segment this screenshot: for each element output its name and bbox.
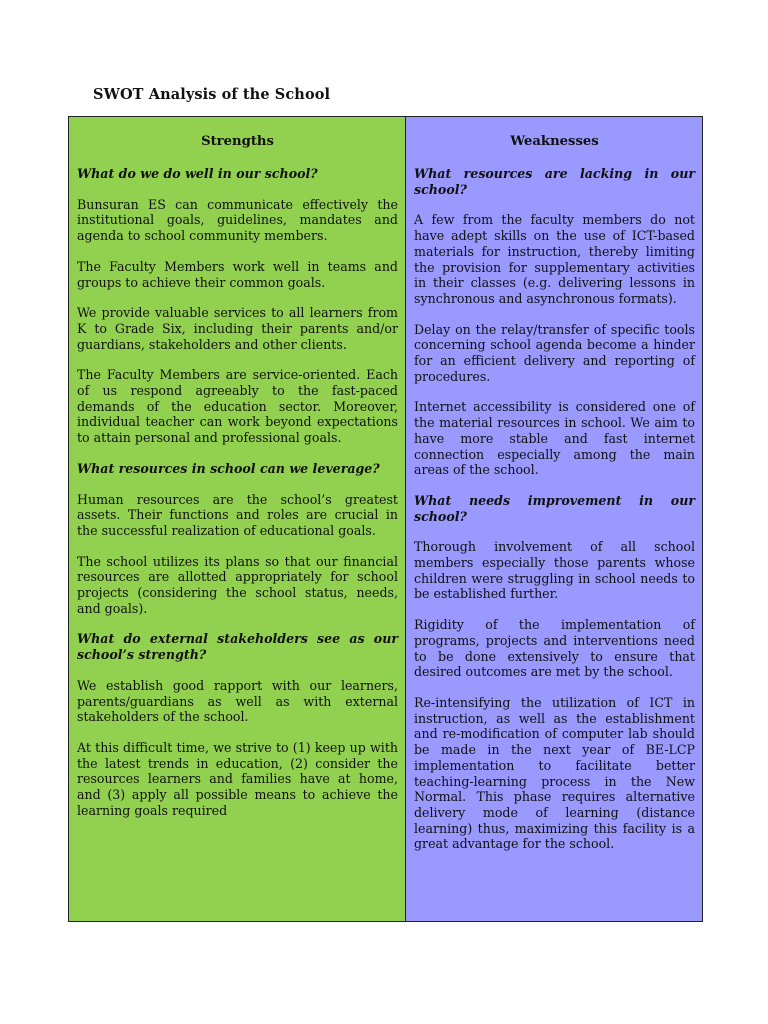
document-title: SWOT Analysis of the School — [93, 86, 331, 103]
strengths-paragraph: The Faculty Members work well in teams and groups to achieve their common goals. — [77, 258, 398, 290]
strengths-paragraph: We establish good rapport with our learners, parents/guardians as well as with external stakeholders of the school. — [77, 677, 398, 725]
weaknesses-paragraph: A few from the faculty members do not have adept skills on the use of ICT-based materials for instruction, thereby limiting the provision for supplementary activities in their classes (e.g. delivering lessons in synchronous and asynchronous formats). — [414, 212, 695, 306]
strengths-paragraph: At this difficult time, we strive to (1) keep up with the latest trends in education, (2) consider the resources learners and families have at home, and (3) apply all possible means to achieve the learning goals required — [77, 739, 398, 818]
weaknesses-paragraph: Thorough involvement of all school members especially those parents whose children were struggling in school needs to be established further. — [414, 539, 695, 602]
strengths-paragraph: The Faculty Members are service-oriented. Each of us respond agreeably to the fast-paced demands of the education sector. Moreover, individual teacher can work beyond expectations to attain personal and professional goals. — [77, 367, 398, 446]
weaknesses-question-1: What resources are lacking in our school? — [414, 166, 695, 197]
weaknesses-column — [406, 117, 702, 921]
strengths-paragraph: We provide valuable services to all learners from K to Grade Six, including their parents and/or guardians, stakeholders and other clients. — [77, 305, 398, 352]
weaknesses-paragraph: Internet accessibility is considered one of the material resources in school. We aim to have more stable and fast internet connection especially among the main areas of the school. — [414, 399, 695, 478]
strengths-question-2: What resources in school can we leverage? — [77, 460, 380, 476]
strengths-column — [69, 117, 406, 921]
weaknesses-question-2: What needs improvement in our school? — [414, 492, 695, 524]
strengths-header: Strengths — [201, 134, 274, 149]
strengths-question-3: What do external stakeholders see as our school’s strength? — [77, 631, 398, 663]
strengths-paragraph: Human resources are the school’s greatest assets. Their functions and roles are crucial in the successful realization of educational goals. — [77, 491, 398, 538]
strengths-paragraph: The school utilizes its plans so that our financial resources are allotted appropriately for school projects (considering the school status, needs, and goals). — [77, 553, 398, 616]
weaknesses-paragraph: Delay on the relay/transfer of specific tools concerning school agenda become a hinder for an efficient delivery and reporting of procedures. — [414, 321, 695, 384]
weaknesses-paragraph: Re-intensifying the utilization of ICT in instruction, as well as the establishment and re-modification of computer lab should be made in the next year of BE-LCP implementation to facilitate better teaching-learning process in the New Normal. This phase requires alternative delivery mode of learning (distance learning) thus, maximizing this facility is a great advantage for the school. — [414, 694, 695, 852]
strengths-question-1: What do we do well in our school? — [77, 166, 318, 181]
strengths-paragraph: Bunsuran ES can communicate effectively the institutional goals, guidelines, mandates and agenda to school community members. — [77, 196, 398, 244]
weaknesses-header: Weaknesses — [510, 134, 599, 149]
swot-table — [68, 116, 703, 922]
weaknesses-paragraph: Rigidity of the implementation of programs, projects and interventions need to be done extensively to ensure that desired outcomes are met by the school. — [414, 617, 695, 680]
